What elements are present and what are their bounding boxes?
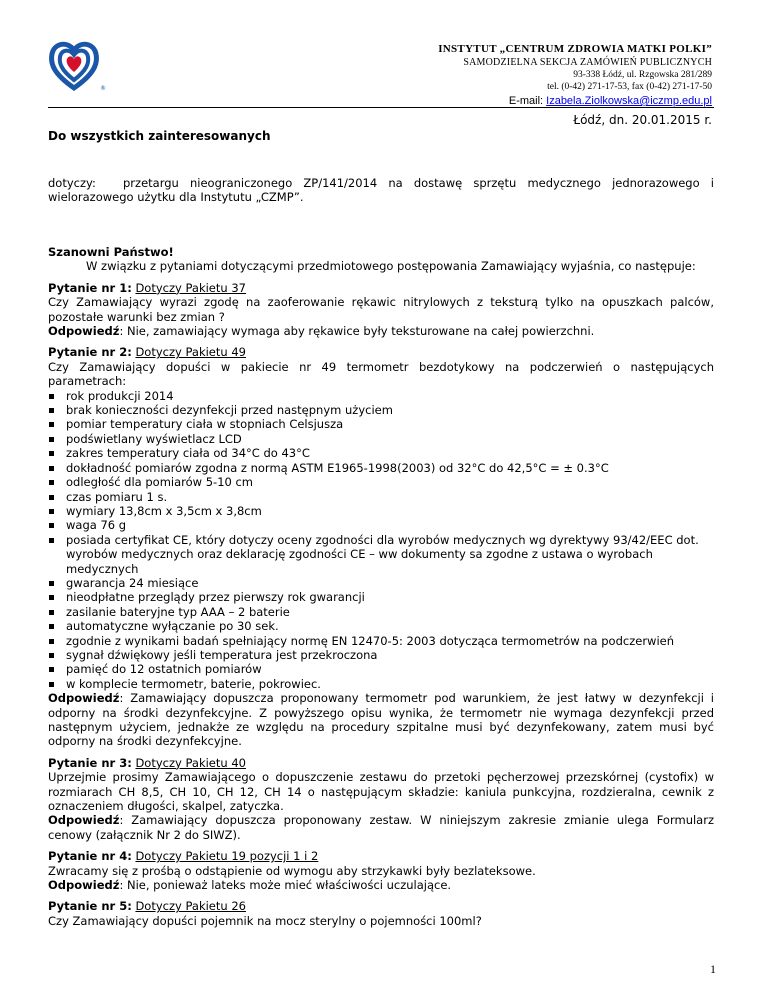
intro-text: W związku z pytaniami dotyczącymi przedmiotowego postępowania Zamawiający wyjaśnia, co następuje: [86, 259, 696, 274]
question-block [48, 281, 714, 339]
letterhead [292, 42, 712, 108]
question-topic: Dotyczy Pakietu 19 pozycji 1 i 2 [135, 849, 319, 864]
answer-text: : Nie, ponieważ lateks może mieć właściwości uczulające. [119, 878, 452, 893]
parameter-list [48, 389, 714, 692]
list-item: dokładność pomiarów zgodna z normą ASTM E1965-1998(2003) od 32°C do 42,5°C = ± 0.3°C [48, 461, 714, 475]
email-label: E-mail: [508, 95, 547, 107]
question-block [48, 899, 714, 928]
greeting: Szanowni Państwo! [48, 245, 174, 259]
question-label: Pytanie nr 1: [48, 280, 132, 295]
list-item: wymiary 13,8cm x 3,5cm x 3,8cm [48, 504, 714, 518]
institute-logo-icon [48, 38, 110, 94]
phone-fax: tel. (0-42) 271-17-53, fax (0-42) 271-17-50 [547, 82, 712, 92]
address: 93-338 Łódź, ul. Rzgowska 281/289 [573, 70, 712, 80]
question-title [48, 345, 714, 359]
question-topic: Dotyczy Pakietu 49 [135, 345, 246, 360]
question-topic: Dotyczy Pakietu 37 [135, 280, 246, 295]
answer-text: : Zamawiający dopuszcza proponowany zestaw. W niniejszym zakresie zmianie ulega Formularz cenowy (załącznik Nr 2 do SIWZ). [48, 813, 714, 842]
question-title [48, 756, 714, 770]
answer-text: : Zamawiający dopuszcza proponowany termometr pod warunkiem, że jest łatwy w dezynfekcji i odporny na środki dezynfekcyjne. Z powyższego opisu wynika, że termometr nie wymaga dezynfekcji przed następnym użyciem, jednakże ze względu na procedury szpitalne musi być dezynfekowany, zatem musi być odporny na środki dezynfekcyjne. [48, 691, 714, 749]
list-item: brak konieczności dezynfekcji przed następnym użyciem [48, 403, 714, 417]
page-number: 1 [710, 962, 716, 976]
question-label: Pytanie nr 4: [48, 849, 132, 864]
list-item: nieodpłatne przeglądy przez pierwszy rok gwarancji [48, 590, 714, 604]
question-title [48, 281, 714, 295]
question-topic: Dotyczy Pakietu 26 [135, 899, 246, 914]
list-item: automatyczne wyłączanie po 30 sek. [48, 619, 714, 633]
list-item: zasilanie bateryjne typ AAA – 2 baterie [48, 605, 714, 619]
list-item: podświetlany wyświetlacz LCD [48, 432, 714, 446]
question-title [48, 849, 714, 863]
answer-label: Odpowiedź [48, 691, 120, 706]
question-label: Pytanie nr 5: [48, 899, 132, 914]
list-item: czas pomiaru 1 s. [48, 490, 714, 504]
answer-paragraph [48, 691, 714, 749]
list-item: sygnał dźwiękowy jeśli temperatura jest przekroczona [48, 648, 714, 662]
question-text: Czy Zamawiający wyrazi zgodę na zaoferowanie rękawic nitrylowych z teksturą tylko na opuszkach palców, pozostałe warunki bez zmian ? [48, 295, 714, 324]
letter-date: Łódź, dn. 20.01.2015 r. [573, 113, 712, 127]
list-item: odległość dla pomiarów 5-10 cm [48, 475, 714, 489]
registered-mark: ® [100, 85, 106, 92]
answer-text: : Nie, zamawiający wymaga aby rękawice były teksturowane na całej powierzchni. [119, 324, 595, 339]
subject-label: dotyczy: [48, 176, 96, 190]
answer-paragraph [48, 813, 714, 842]
header-divider [48, 107, 714, 108]
list-item: pamięć do 12 ostatnich pomiarów [48, 662, 714, 676]
email-line [292, 94, 712, 108]
email-link[interactable]: Izabela.Ziolkowska@iczmp.edu.pl [546, 95, 712, 107]
answer-label: Odpowiedź [48, 813, 120, 828]
list-item: posiada certyfikat CE, który dotyczy oceny zgodności dla wyrobów medycznych wg dyrektywy 93/42/EEC dot. wyrobów medycznych oraz deklarację zgodności CE – ww dokumenty sa zgodne z ustawa o wyrobach medycznych [48, 533, 714, 576]
question-block [48, 756, 714, 842]
question-text: Uprzejmie prosimy Zamawiającego o dopuszczenie zestawu do przetoki pęcherzowej przezskórnej (cystofix) w rozmiarach CH 8,5, CH 10, CH 12, CH 14 o następującym składzie: kaniula punkcyjna, rozdzieralna, cewnik z oznaczeniem długości, skalpel, zatyczka. [48, 770, 714, 814]
answer-paragraph [48, 878, 714, 892]
question-text: Zwracamy się z prośbą o odstąpienie od wymogu aby strzykawki były bezlateksowe. [48, 863, 536, 878]
question-text: Czy Zamawiający dopuści pojemnik na mocz sterylny o pojemności 100ml? [48, 913, 482, 928]
letter-body [48, 245, 714, 935]
question-label: Pytanie nr 2: [48, 345, 132, 360]
list-item: gwarancja 24 miesiące [48, 576, 714, 590]
answer-label: Odpowiedź [48, 878, 120, 893]
question-title [48, 899, 714, 913]
question-block [48, 345, 714, 748]
recipients: Do wszystkich zainteresowanych [48, 129, 271, 143]
question-topic: Dotyczy Pakietu 40 [135, 755, 246, 770]
list-item: w komplecie termometr, baterie, pokrowiec. [48, 677, 714, 691]
subject-text: przetargu nieograniczonego ZP/141/2014 na dostawę sprzętu medycznego jednorazowego i wielorazowego użytku dla Instytutu „CZMP”. [48, 176, 714, 205]
list-item: rok produkcji 2014 [48, 389, 714, 403]
question-block [48, 849, 714, 892]
list-item: waga 76 g [48, 518, 714, 532]
subject-paragraph [48, 176, 714, 205]
answer-paragraph [48, 324, 714, 338]
section-name: SAMODZIELNA SEKCJA ZAMÓWIEŃ PUBLICZNYCH [463, 57, 712, 68]
list-item: pomiar temperatury ciała w stopniach Celsjusza [48, 417, 714, 431]
list-item: zakres temperatury ciała od 34°C do 43°C [48, 446, 714, 460]
question-text: Czy Zamawiający dopuści w pakiecie nr 49 termometr bezdotykowy na podczerwień o następujących parametrach: [48, 359, 714, 389]
question-label: Pytanie nr 3: [48, 755, 132, 770]
institute-name: INSTYTUT „CENTRUM ZDROWIA MATKI POLKI” [438, 43, 712, 55]
list-item: zgodnie z wynikami badań spełniający normę EN 12470-5: 2003 dotycząca termometrów na podczerwień [48, 634, 714, 648]
answer-label: Odpowiedź [48, 324, 120, 339]
